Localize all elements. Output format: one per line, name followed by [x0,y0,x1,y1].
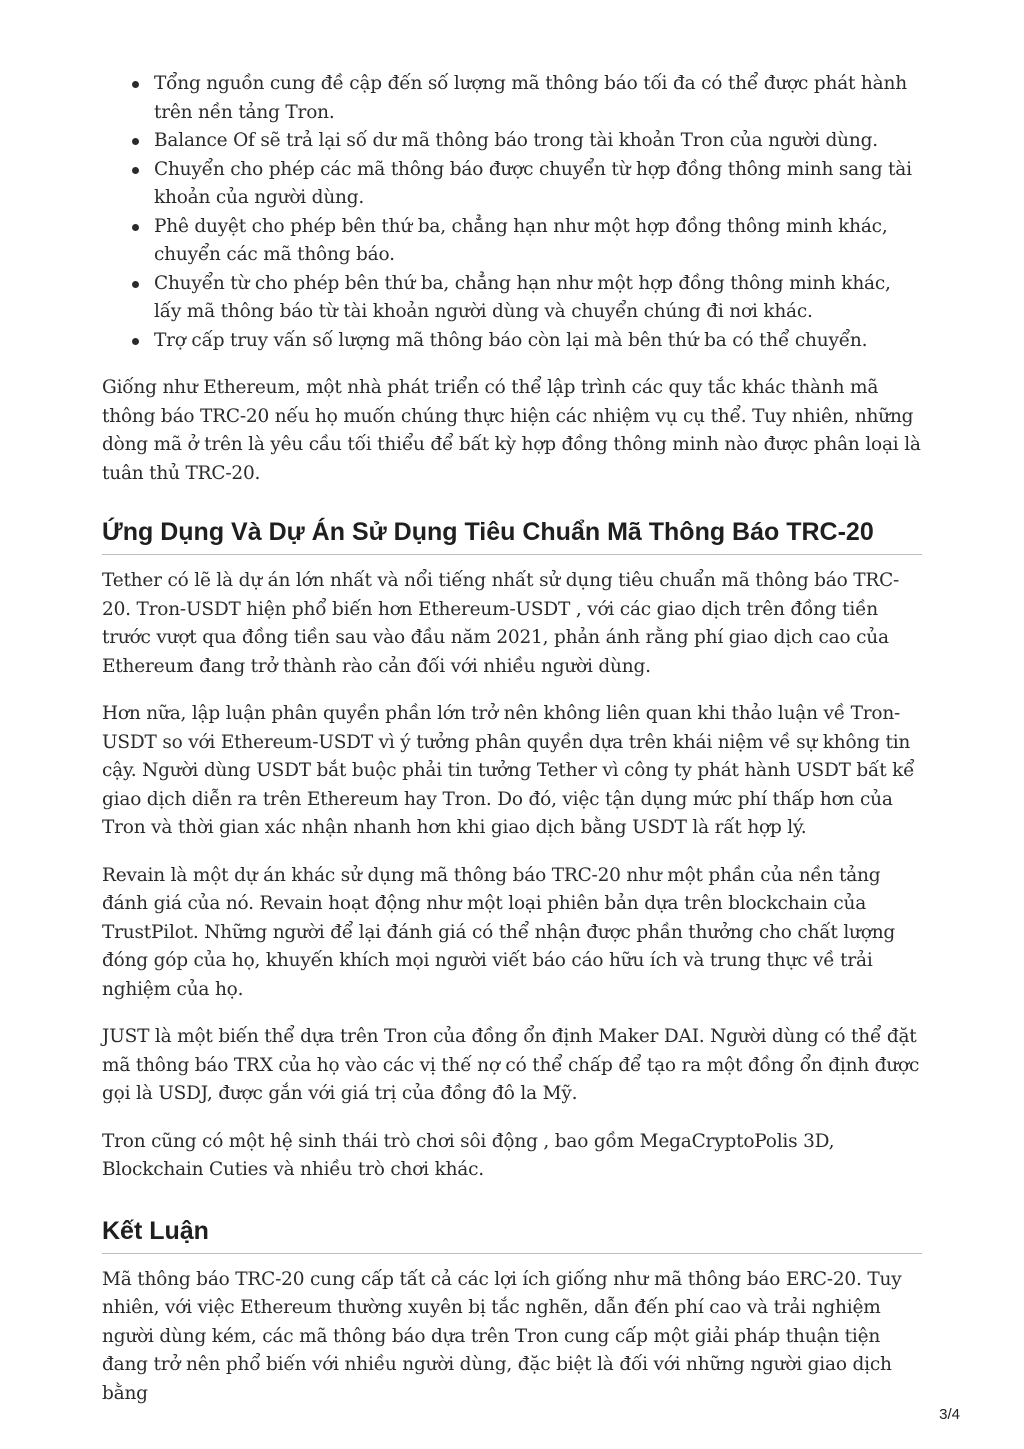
section-heading-conclusion: Kết Luận [102,1215,922,1254]
conclusion-paragraph: Mã thông báo TRC-20 cung cấp tất cả các lợi ích giống như mã thông báo ERC-20. Tuy nhiên, với việc Ethereum thường xuyên bị tắc nghẽn, dẫn đến phí cao và trải nghiệm người dùng kém, các mã thông báo dựa trên Tron cung cấp một giải pháp thuận tiện đang trở nên phổ biến với nhiều người dùng, đặc biệt là đối với những người giao dịch bằng [102,1268,902,1404]
paragraph: JUST là một biến thể dựa trên Tron của đồng ổn định Maker DAI. Người dùng có thể đặt mã thông báo TRX của họ vào các vị thế nợ có thể chấp để tạo ra một đồng ổn định được gọi là USDJ, được gắn với giá trị của đồng đô la Mỹ. [102,1026,920,1104]
list-item: Phê duyệt cho phép bên thứ ba, chẳng hạn như một hợp đồng thông minh khác, chuyển các mã thông báo. [154,213,922,270]
paragraph: Revain là một dự án khác sử dụng mã thông báo TRC-20 như một phần của nền tảng đánh giá của nó. Revain hoạt động như một loại phiên bản dựa trên blockchain của TrustPilot. Những người để lại đánh giá có thể nhận được phần thưởng cho chất lượng đóng góp của họ, khuyến khích mọi người viết báo cáo hữu ích và trung thực về trải nghiệm của họ. [102,864,896,1000]
list-item: Chuyển cho phép các mã thông báo được chuyển từ hợp đồng thông minh sang tài khoản của người dùng. [154,156,922,213]
paragraph: Hơn nữa, lập luận phân quyền phần lớn trở nên không liên quan khi thảo luận về Tron-USDT so với Ethereum-USDT vì ý tưởng phân quyền dựa trên khái niệm về sự không tin cậy. Người dùng USDT bắt buộc phải tin tưởng Tether vì công ty phát hành USDT bất kể giao dịch diễn ra trên Ethereum hay Tron. Do đó, việc tận dụng mức phí thấp hơn của Tron và thời gian xác nhận nhanh hơn khi giao dịch bằng USDT là rất hợp lý. [102,703,915,838]
paragraph: Tron cũng có một hệ sinh thái trò chơi sôi động , bao gồm MegaCryptoPolis 3D, Blockchain Cuties và nhiều trò chơi khác. [102,1130,835,1180]
function-list [102,70,922,355]
document-page [102,70,922,1408]
list-item: Tổng nguồn cung đề cập đến số lượng mã thông báo tối đa có thể được phát hành trên nền tảng Tron. [154,70,922,127]
section-heading-apps: Ứng Dụng Và Dự Án Sử Dụng Tiêu Chuẩn Mã Thông Báo TRC-20 [102,516,922,555]
intro-paragraph: Giống như Ethereum, một nhà phát triển có thể lập trình các quy tắc khác thành mã thông báo TRC-20 nếu họ muốn chúng thực hiện các nhiệm vụ cụ thể. Tuy nhiên, những dòng mã ở trên là yêu cầu tối thiểu để bất kỳ hợp đồng thông minh nào được phân loại là tuân thủ TRC-20. [102,377,921,484]
list-item: Chuyển từ cho phép bên thứ ba, chẳng hạn như một hợp đồng thông minh khác, lấy mã thông báo từ tài khoản người dùng và chuyển chúng đi nơi khác. [154,270,922,327]
paragraph: Tether có lẽ là dự án lớn nhất và nổi tiếng nhất sử dụng tiêu chuẩn mã thông báo TRC-20. Tron-USDT hiện phổ biến hơn Ethereum-USDT , với các giao dịch trên đồng tiền trước vượt qua đồng tiền sau vào đầu năm 2021, phản ánh rằng phí giao dịch cao của Ethereum đang trở thành rào cản đối với nhiều người dùng. [102,570,900,677]
page-number: 3/4 [939,1406,960,1423]
list-item: Trợ cấp truy vấn số lượng mã thông báo còn lại mà bên thứ ba có thể chuyển. [154,327,922,356]
list-item: Balance Of sẽ trả lại số dư mã thông báo trong tài khoản Tron của người dùng. [154,127,922,156]
